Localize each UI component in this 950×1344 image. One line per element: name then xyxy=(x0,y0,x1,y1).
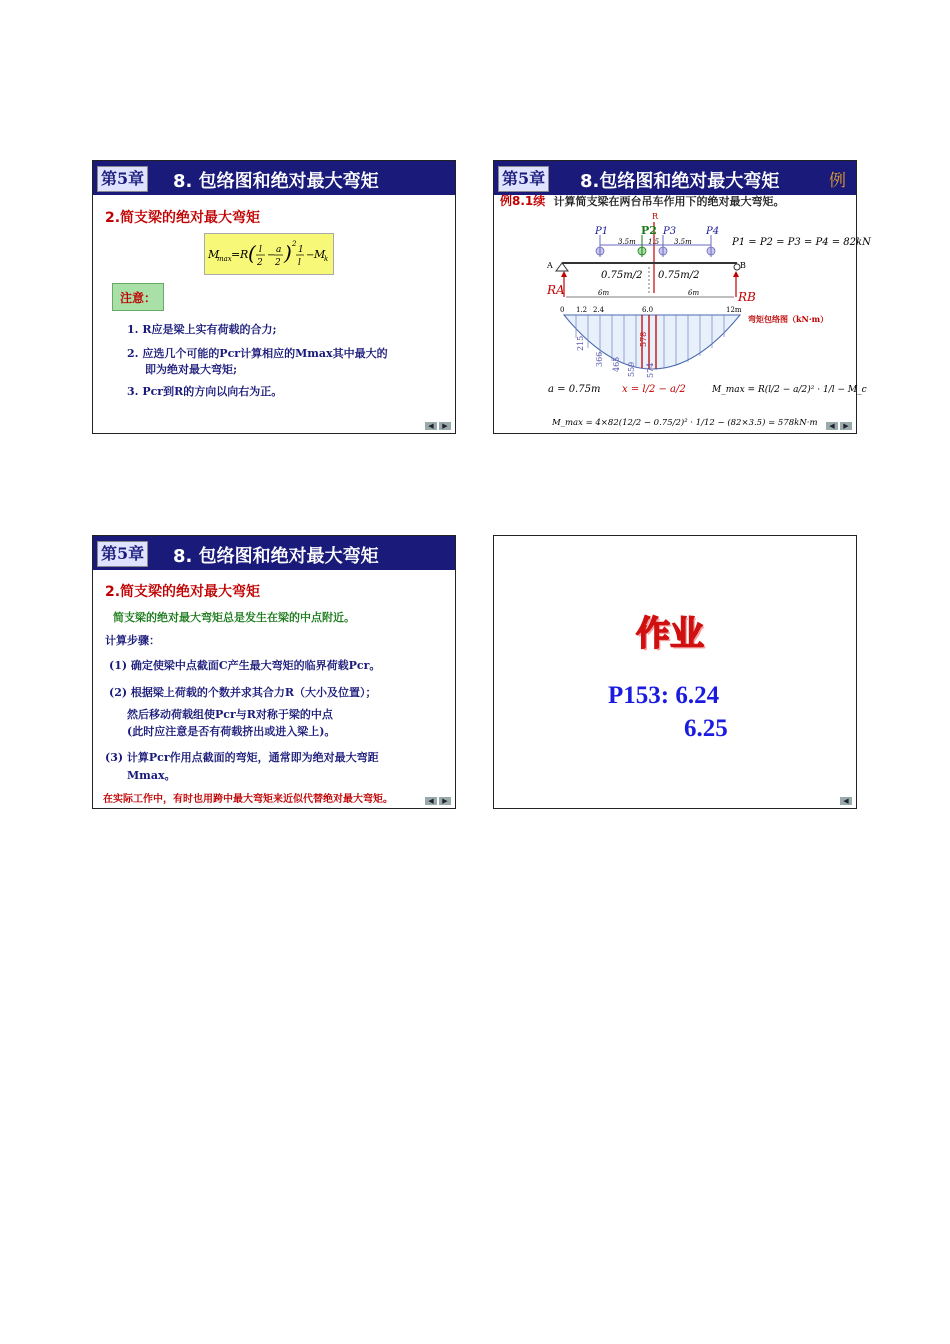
example-tag: 例 xyxy=(829,171,846,191)
svg-text:1: 1 xyxy=(298,245,304,255)
svg-text:a: a xyxy=(276,245,282,255)
env-value-215: 215 xyxy=(576,335,585,351)
half-a-left: 0.75m/2 xyxy=(601,270,643,281)
load-equation: P1 = P2 = P3 = P4 = 82kN xyxy=(732,237,871,248)
lead-text: 简支梁的绝对最大弯矩总是发生在梁的中点附近。 xyxy=(113,611,355,624)
reaction-b-label: RB xyxy=(738,290,756,304)
formula-mmax xyxy=(206,235,332,273)
slide-header xyxy=(494,161,856,195)
reaction-a-label: RA xyxy=(547,283,565,297)
load-p1-label: P1 xyxy=(595,226,609,237)
svg-text:−: − xyxy=(267,250,276,261)
tick-12m: 12m xyxy=(726,306,742,314)
note-item-3: 3. Pcr到R的方向以向右为正。 xyxy=(127,385,283,398)
formula-box xyxy=(204,233,334,275)
equation-result: M_max = 4×82(12/2 − 0.75/2)² · 1/12 − (82×3.5) = 578kN·m xyxy=(552,418,818,428)
slide-subtitle: 2.简支梁的绝对最大弯矩 xyxy=(105,584,261,600)
steps-label: 计算步骤： xyxy=(105,634,160,647)
span-left: 6m xyxy=(598,289,610,297)
next-icon[interactable]: ▶ xyxy=(439,422,451,430)
tick-1-2: 1.2 xyxy=(576,306,588,314)
step-3-cont: Mmax。 xyxy=(127,769,176,782)
svg-text:max: max xyxy=(217,255,232,263)
chapter-badge: 第5章 xyxy=(97,541,148,567)
load-p3-label: P3 xyxy=(663,226,677,237)
load-p2-label: P2 xyxy=(641,224,657,237)
slide-nav[interactable] xyxy=(425,797,451,805)
slide-header xyxy=(93,161,455,195)
note-item-1: 1. R应是梁上实有荷载的合力; xyxy=(127,323,277,336)
env-value-465: 465 xyxy=(612,356,621,372)
beam-diagram xyxy=(494,205,871,435)
svg-text:k: k xyxy=(324,255,329,263)
equation-mmax: M_max = R(l/2 − a/2)² · 1/l − M_c xyxy=(712,385,867,395)
svg-text:M: M xyxy=(208,248,220,261)
slide-2 xyxy=(493,160,871,434)
homework-line-2: 6.25 xyxy=(684,715,728,742)
span-right: 6m xyxy=(688,289,700,297)
slide-nav[interactable] xyxy=(826,422,852,430)
prev-icon[interactable]: ◀ xyxy=(826,422,838,430)
slide-1 xyxy=(92,160,456,434)
prev-icon[interactable]: ◀ xyxy=(840,797,852,805)
load-p4-label: P4 xyxy=(706,226,720,237)
note-item-2: 2. 应选几个可能的Pcr计算相应的Mmax其中最大的 xyxy=(127,347,388,360)
equation-a: a = 0.75m xyxy=(548,384,601,395)
step-2: (2) 根据梁上荷载的个数并求其合力R（大小及位置）； xyxy=(109,686,377,699)
step-2-cont-1: 然后移动荷载组使Pcr与R对称于梁的中点 xyxy=(127,708,333,721)
note-badge: 注意： xyxy=(112,283,164,311)
support-a-label: A xyxy=(547,261,553,270)
chapter-badge: 第5章 xyxy=(498,166,549,192)
example-label: 例8.1续 xyxy=(500,194,546,208)
svg-text:l: l xyxy=(298,258,301,268)
step-3: (3) 计算Pcr作用点截面的弯矩，通常即为绝对最大弯距 xyxy=(105,751,379,764)
slide-title: 8.包络图和绝对最大弯矩 xyxy=(580,171,780,192)
svg-text:2: 2 xyxy=(257,258,263,268)
slide-4 xyxy=(493,535,857,809)
example-text: 计算简支梁在两台吊车作用下的绝对最大弯矩。 xyxy=(553,195,785,208)
svg-text:−: − xyxy=(306,250,315,261)
moment-envelope xyxy=(564,315,740,369)
svg-text:=: = xyxy=(231,248,241,261)
next-icon[interactable]: ▶ xyxy=(439,797,451,805)
spacing-3: 3.5m xyxy=(674,238,692,246)
svg-text:2: 2 xyxy=(292,240,297,248)
slide-nav[interactable] xyxy=(840,797,852,805)
prev-icon[interactable]: ◀ xyxy=(425,422,437,430)
slide-subtitle: 2.简支梁的绝对最大弯矩 xyxy=(105,210,261,226)
svg-text:M: M xyxy=(314,248,326,261)
homework-line-1: P153: 6.24 xyxy=(608,682,720,709)
tick-0: 0 xyxy=(560,306,565,314)
envelope-label: 弯矩包络图（kN·m） xyxy=(748,314,829,324)
half-a-right: 0.75m/2 xyxy=(658,270,700,281)
homework-heading: 作业 xyxy=(636,614,704,654)
footer-note: 在实际工作中，有时也用跨中最大弯矩来近似代替绝对最大弯矩。 xyxy=(103,794,393,805)
note-item-2-cont: 即为绝对最大弯矩; xyxy=(145,363,238,376)
env-value-366: 366 xyxy=(595,351,604,367)
step-2-cont-2: (此时应注意是否有荷载挤出或进入梁上)。 xyxy=(127,725,336,738)
tick-2-4: 2.4 xyxy=(593,306,605,314)
spacing-1: 3.5m xyxy=(618,238,636,246)
env-value-574: 574 xyxy=(646,362,655,378)
slide-title: 8. 包络图和绝对最大弯矩 xyxy=(173,546,379,567)
prev-icon[interactable]: ◀ xyxy=(425,797,437,805)
resultant-label: R xyxy=(652,212,659,221)
step-1: (1) 确定使梁中点截面C产生最大弯矩的临界荷载Pcr。 xyxy=(109,659,381,672)
chapter-badge: 第5章 xyxy=(97,166,148,192)
slide-title: 8. 包络图和绝对最大弯矩 xyxy=(173,171,379,192)
spacing-2: 1.5 xyxy=(648,238,660,246)
equation-x: x = l/2 − a/2 xyxy=(622,384,686,395)
svg-text:R: R xyxy=(240,248,249,261)
env-value-578: 578 xyxy=(639,331,648,347)
slide-3 xyxy=(92,535,456,809)
tick-6-0: 6.0 xyxy=(642,306,654,314)
support-b-label: B xyxy=(740,261,746,270)
svg-text:l: l xyxy=(259,245,262,255)
svg-text:): ) xyxy=(284,241,292,265)
svg-text:(: ( xyxy=(248,241,256,265)
next-icon[interactable]: ▶ xyxy=(840,422,852,430)
env-value-559: 559 xyxy=(627,361,636,377)
slide-header xyxy=(93,536,455,570)
svg-text:2: 2 xyxy=(275,258,281,268)
slide-nav[interactable] xyxy=(425,422,451,430)
